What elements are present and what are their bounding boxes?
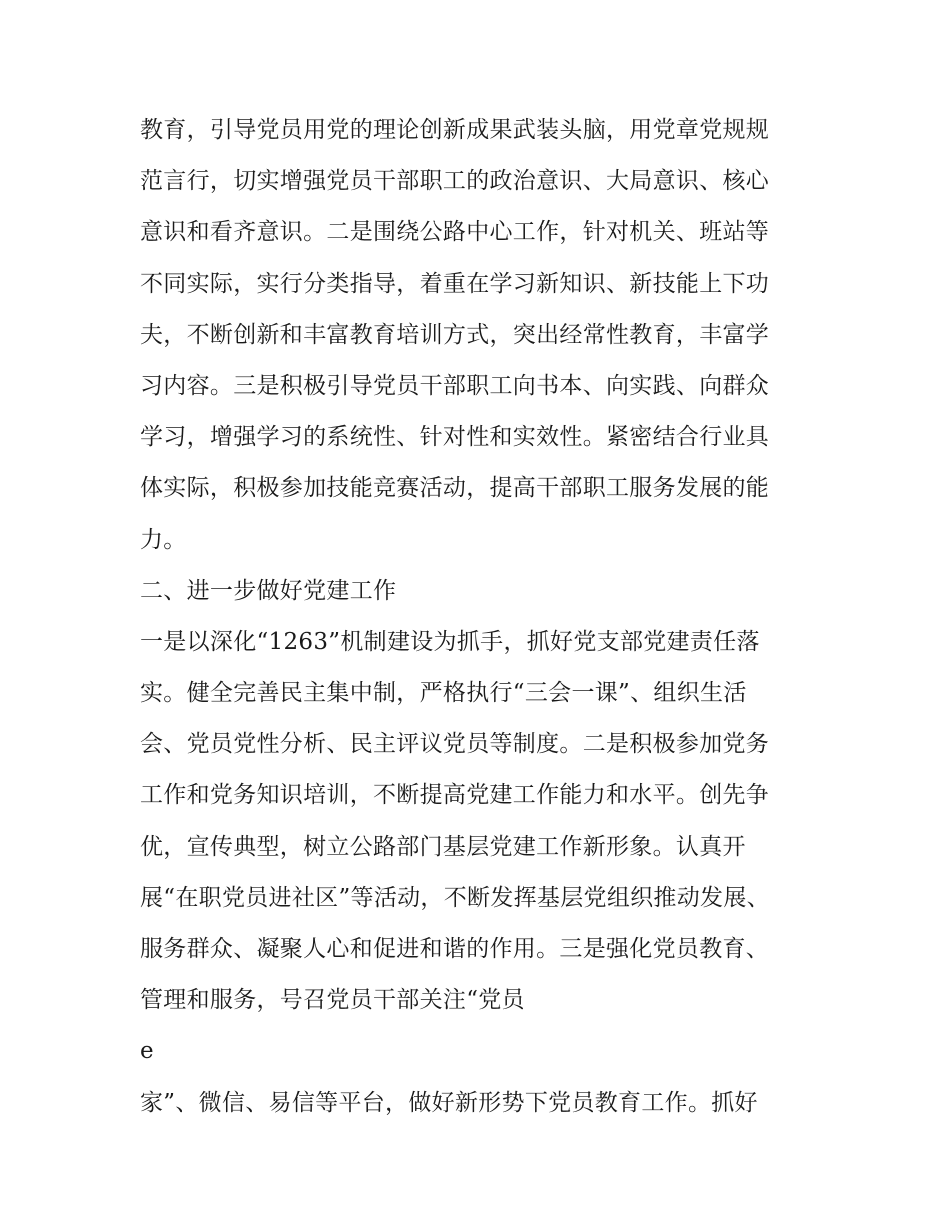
text-line: 优，宣传典型，树立公路部门基层党建工作新形象。认真开	[140, 833, 746, 860]
section-heading: 二、进一步做好党建工作	[140, 577, 397, 604]
text-line: 习内容。三是积极引导党员干部职工向书本、向实践、向群众	[140, 372, 770, 399]
text-line: 意识和看齐意识。二是围绕公路中心工作，针对机关、班站等	[140, 219, 770, 246]
document-body	[140, 105, 830, 1129]
text-line: 工作和党务知识培训，不断提高党建工作能力和水平。创先争	[140, 782, 770, 809]
text-line: e	[140, 1038, 154, 1065]
text-line: 不同实际，实行分类指导，着重在学习新知识、新技能上下功	[140, 270, 770, 297]
text-line: 体实际，积极参加技能竞赛活动，提高干部职工服务发展的能	[140, 475, 770, 502]
text-line: 范言行，切实增强党员干部职工的政治意识、大局意识、核心	[140, 168, 770, 195]
text-line: 服务群众、凝聚人心和促进和谐的作用。三是强化党员教育、	[140, 936, 770, 962]
text-line: 学习，增强学习的系统性、针对性和实效性。紧密结合行业具	[140, 424, 770, 451]
text-line: 一是以深化“1263”机制建设为抓手，抓好党支部党建责任落	[140, 628, 760, 655]
text-line: 管理和服务，号召党员干部关注“党员	[140, 987, 525, 1014]
text-line: 展“在职党员进社区”等活动，不断发挥基层党组织推动发展、	[140, 884, 770, 911]
text-line: 家”、微信、易信等平台，做好新形势下党员教育工作。抓好	[140, 1089, 758, 1116]
text-line: 会、党员党性分析、民主评议党员等制度。二是积极参加党务	[140, 731, 770, 758]
text-line: 夫，不断创新和丰富教育培训方式，突出经常性教育，丰富学	[140, 321, 770, 348]
text-line: 力。	[140, 526, 187, 553]
text-line: 实。健全完善民主集中制，严格执行“三会一课”、组织生活	[140, 680, 747, 707]
text-line: 教育，引导党员用党的理论创新成果武装头脑，用党章党规规	[140, 117, 770, 143]
